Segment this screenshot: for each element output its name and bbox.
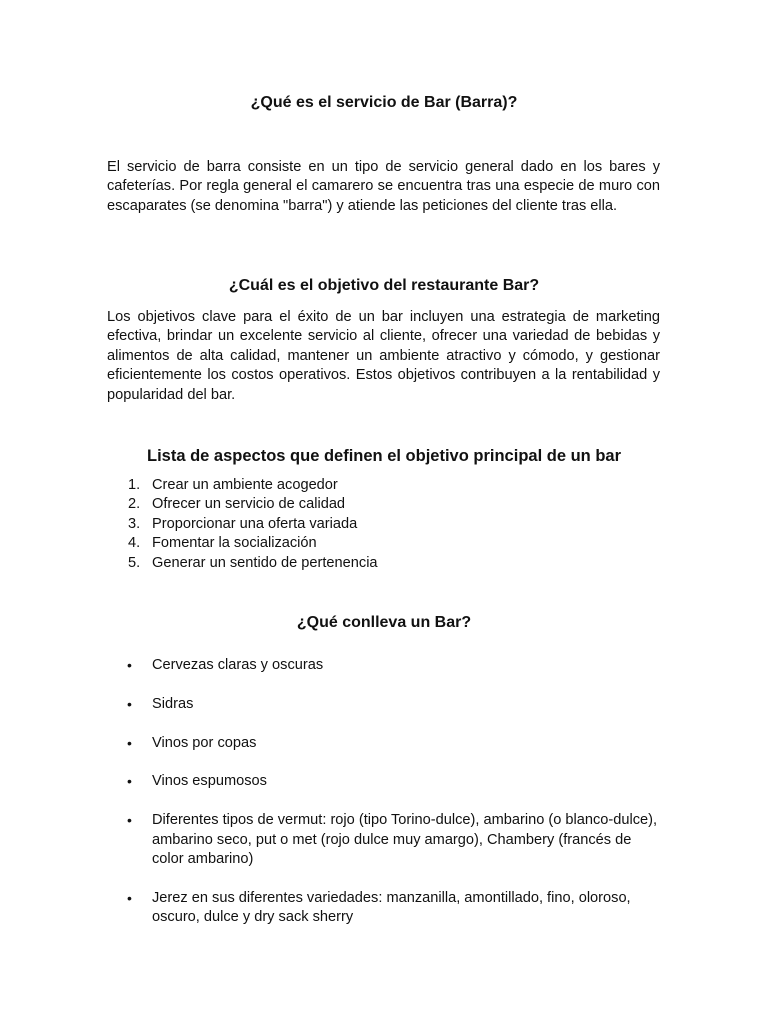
list-number: 3. xyxy=(128,515,141,532)
list-number: 1. xyxy=(128,477,141,493)
list-item-text: Diferentes tipos de vermut: rojo (tipo Torino-dulce), ambarino (o blanco-dulce), ambarino seco, put o met (rojo dulce muy amargo), Chambery (francés de color ambarino) xyxy=(152,812,658,867)
list-item xyxy=(107,476,660,495)
list-number: 2. xyxy=(128,496,141,513)
paragraph-bar-objective: Los objetivos clave para el éxito de un bar incluyen una estrategia de marketing efectiva, brindar un excelente servicio al cliente, ofrecer una variedad de bebidas y alimentos de alta calidad, mantener un ambiente atractivo y cómodo, y gestionar eficientemente los costos operativos. Estos objetivos contribuyen a la rentabilidad y popularidad del bar. xyxy=(107,309,660,403)
list-item-text: Proporcionar una oferta variada xyxy=(152,515,358,532)
list-item-text: Ofrecer un servicio de calidad xyxy=(152,496,346,513)
list-item-text: Sidras xyxy=(152,695,194,712)
section-title-bar-service: ¿Qué es el servicio de Bar (Barra)? xyxy=(250,94,518,111)
list-item-text: Jerez en sus diferentes variedades: manzanilla, amontillado, fino, oloroso, oscuro, dulce y dry sack sherry xyxy=(152,889,631,926)
list-item xyxy=(107,734,660,753)
list-item xyxy=(107,889,660,928)
list-item-text: Cervezas claras y oscuras xyxy=(152,657,324,673)
numbered-list xyxy=(107,476,660,573)
list-item-text: Vinos espumosos xyxy=(152,773,267,790)
bullet-icon: • xyxy=(127,734,132,751)
paragraph-bar-service: El servicio de barra consiste en un tipo de servicio general dado en los bares y cafeterías. Por regla general el camarero se encuentra tras una especie de muro con escaparates (se denomina "barra") y atiende las peticiones del cliente tras ella. xyxy=(107,159,660,214)
list-item-text: Crear un ambiente acogedor xyxy=(152,477,338,493)
list-item xyxy=(107,772,660,791)
list-item xyxy=(107,695,660,714)
list-item xyxy=(107,495,660,514)
list-item xyxy=(107,554,660,573)
list-item xyxy=(107,811,660,869)
list-number: 5. xyxy=(128,554,141,571)
list-number: 4. xyxy=(128,535,141,552)
bullet-list xyxy=(107,656,660,947)
list-item-text: Vinos por copas xyxy=(152,734,257,751)
section-title-aspects-list: Lista de aspectos que definen el objetivo principal de un bar xyxy=(146,447,621,465)
section-title-bar-objective: ¿Cuál es el objetivo del restaurante Bar? xyxy=(228,277,540,294)
bullet-icon: • xyxy=(127,812,132,829)
bullet-icon: • xyxy=(127,773,132,790)
list-item xyxy=(107,656,660,675)
section-title-bar-includes: ¿Qué conlleva un Bar? xyxy=(296,614,472,631)
list-item-text: Generar un sentido de pertenencia xyxy=(152,554,378,571)
list-item xyxy=(107,534,660,553)
bullet-icon: • xyxy=(127,657,132,673)
bullet-icon: • xyxy=(127,695,132,712)
list-item-text: Fomentar la socialización xyxy=(152,535,317,552)
list-item xyxy=(107,515,660,534)
bullet-icon: • xyxy=(127,889,132,906)
